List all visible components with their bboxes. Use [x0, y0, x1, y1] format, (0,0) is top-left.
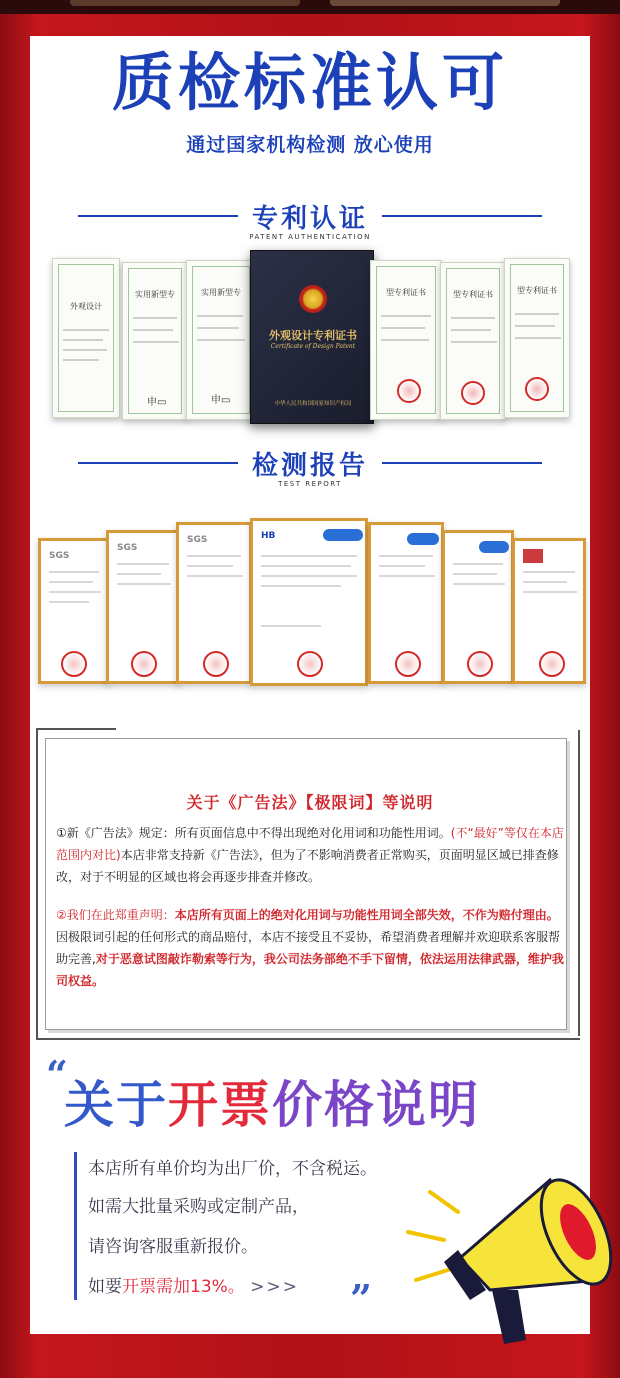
doc-line [379, 565, 425, 567]
report-doc [442, 530, 514, 684]
doc-line [117, 573, 161, 575]
doc-line [49, 581, 93, 583]
notice-highlight: 对于恶意试图敲诈勒索等行为，我公司法务部绝不手下留情，依法运用法律武器，维护我司权益。 [56, 952, 564, 988]
notice-frame-edge [36, 1038, 580, 1040]
arrows-icon: >>> [250, 1277, 299, 1297]
notice-title: 关于《广告法》【极限词】等说明 [186, 793, 434, 812]
megaphone-icon [400, 1140, 620, 1350]
test-reports [38, 518, 586, 686]
notice-frame-edge [36, 728, 38, 1040]
notice-highlight: 本店所有页面上的绝对化用词与功能性用词全部失效，不作为赔付理由。 [174, 908, 559, 922]
quote-close-icon: ” [350, 1276, 372, 1321]
notice-paragraph-1 [56, 822, 568, 888]
report-logo: SGS [117, 543, 138, 553]
patent-doc [52, 258, 120, 418]
ilac-logo-icon [523, 549, 543, 563]
doc-line [261, 625, 321, 627]
doc-line [187, 575, 243, 577]
report-logo: SGS [49, 551, 70, 561]
report-doc [250, 518, 368, 686]
top-thumbnail-right [330, 0, 560, 6]
doc-header: 型专利证书 [453, 290, 493, 299]
doc-line [197, 339, 245, 341]
invoice-title [64, 1076, 480, 1134]
patent-doc [504, 258, 570, 418]
doc-line [197, 327, 239, 329]
doc-line [515, 325, 555, 327]
notice-frame-edge [578, 730, 580, 1036]
cnas-badge-icon [323, 529, 363, 541]
notice-paragraph-2 [56, 904, 568, 992]
cnas-badge-icon [407, 533, 439, 545]
doc-line [523, 581, 567, 583]
top-thumbnail-left [70, 0, 300, 6]
red-seal-icon [61, 651, 87, 677]
doc-line [49, 571, 99, 573]
doc-line [187, 555, 241, 557]
cover-subtitle: Certificate of Design Patent [270, 343, 356, 350]
doc-header: 实用新型专 [135, 290, 175, 299]
doc-line [453, 583, 505, 585]
signature-mark: 申▭ [211, 395, 231, 406]
cnas-badge-icon [479, 541, 509, 553]
doc-line [261, 565, 351, 567]
doc-line [523, 591, 577, 593]
doc-header: 实用新型专 [201, 288, 241, 297]
doc-line [261, 575, 357, 577]
doc-line [381, 327, 425, 329]
national-emblem-icon [299, 285, 327, 313]
design-patent-cover [250, 250, 374, 424]
report-doc [176, 522, 252, 684]
signature-mark: 申▭ [147, 397, 167, 408]
report-logo: SGS [187, 535, 208, 545]
doc-line [523, 571, 575, 573]
doc-line [379, 575, 435, 577]
red-seal-icon [539, 651, 565, 677]
accent-bar [74, 1152, 77, 1300]
doc-header: 型专利证书 [386, 288, 426, 297]
doc-line [261, 585, 341, 587]
page-title: 质检标准认可 [111, 46, 508, 119]
doc-line [453, 563, 503, 565]
doc-line [49, 601, 89, 603]
invoice-line-1: 本店所有单价均为出厂价，不含税运。 [88, 1159, 377, 1179]
report-section-title: 检测报告 [251, 451, 368, 481]
notice-highlight: ②我们在此郑重声明： [56, 908, 175, 922]
report-doc [106, 530, 180, 684]
doc-line [197, 315, 243, 317]
patent-doc [370, 260, 442, 420]
doc-line [451, 341, 497, 343]
patent-section-title: 专利认证 [251, 204, 368, 234]
patent-doc [122, 262, 188, 420]
doc-line [63, 359, 99, 361]
invoice-highlight: 开票需加13%。 [122, 1277, 245, 1297]
report-doc [38, 538, 110, 684]
invoice-line-2: 如需大批量采购或定制产品， [88, 1197, 309, 1217]
doc-header: 型专利证书 [517, 286, 557, 295]
doc-line [117, 563, 169, 565]
invoice-title-part: 价格说明 [272, 1076, 480, 1134]
patent-certificates [52, 252, 570, 420]
notice-text: 本店非常支持新《广告法》，但为了不影响消费者正常购买，页面明显区域已排查修改，对于不明显的区域也将会再逐步排查并修改。 [56, 848, 559, 884]
page-subtitle: 通过国家机构检测 放心使用 [186, 134, 434, 156]
red-seal-icon [397, 379, 421, 403]
doc-line [133, 329, 173, 331]
doc-line [133, 341, 179, 343]
patent-doc [186, 260, 256, 420]
notice-text: ①新《广告法》规定：所有页面信息中不得出现绝对化用词和功能性用词。 [56, 826, 451, 840]
doc-line [261, 555, 357, 557]
red-seal-icon [297, 651, 323, 677]
red-seal-icon [395, 651, 421, 677]
invoice-text: 如要 [88, 1277, 122, 1297]
red-seal-icon [525, 377, 549, 401]
doc-line [381, 315, 431, 317]
report-doc [368, 522, 444, 684]
doc-line [187, 565, 233, 567]
doc-line [379, 555, 433, 557]
quote-open-icon: “ [46, 1052, 68, 1097]
invoice-title-part: 开票 [168, 1076, 272, 1134]
doc-line [451, 329, 491, 331]
notice-highlight: (不“最好”等仅在本店范围内对比) [56, 826, 564, 862]
red-seal-icon [467, 651, 493, 677]
doc-line [49, 591, 101, 593]
invoice-line-4 [88, 1272, 299, 1297]
report-section-subtitle: TEST REPORT [278, 480, 342, 488]
report-doc [512, 538, 586, 684]
invoice-title-part: 关于 [64, 1076, 168, 1134]
doc-line [515, 337, 561, 339]
invoice-line-3: 请咨询客服重新报价。 [88, 1237, 258, 1257]
cover-title: 外观设计专利证书 [269, 329, 357, 342]
doc-line [63, 339, 103, 341]
red-seal-icon [461, 381, 485, 405]
red-seal-icon [131, 651, 157, 677]
patent-doc [440, 262, 506, 420]
notice-frame-edge [36, 728, 116, 730]
cover-footer: 中华人民共和国国家知识产权局 [274, 401, 352, 407]
patent-section-subtitle: PATENT AUTHENTICATION [249, 233, 371, 241]
red-seal-icon [203, 651, 229, 677]
doc-line [515, 313, 559, 315]
doc-line [451, 317, 495, 319]
doc-line [381, 339, 429, 341]
doc-line [133, 317, 177, 319]
doc-header: 外观设计 [70, 302, 102, 311]
doc-line [117, 583, 171, 585]
doc-line [453, 573, 497, 575]
notice-text: 因极限词引起的任何形式的商品赔付，本店不接受且不妥协，希望消费者理解并欢迎联系客服帮助完善, [56, 930, 561, 966]
doc-line [63, 329, 109, 331]
report-logo: HB [261, 531, 276, 541]
doc-line [63, 349, 107, 351]
doc-frame [58, 264, 114, 412]
